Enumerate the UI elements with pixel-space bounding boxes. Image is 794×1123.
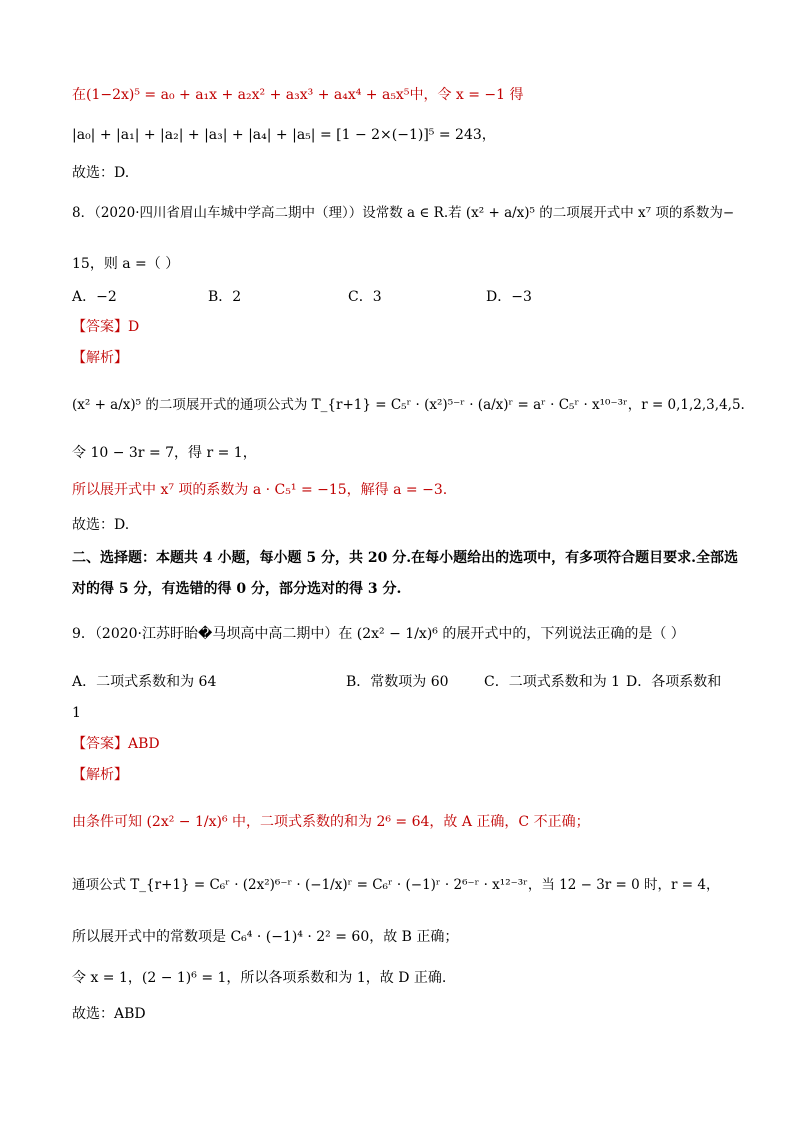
q9-option-d[interactable]: D．各项系数和 [626, 674, 722, 690]
q9-coefficient-sum: 令 x = 1，(2 − 1)⁶ = 1，所以各项系数和为 1，故 D 正确. [72, 970, 447, 986]
q8-option-b[interactable]: B．2 [208, 289, 242, 305]
answer-choice-q9: 故选：ABD [72, 1006, 146, 1022]
q8-solve-r: 令 10 − 3r = 7，得 r = 1， [72, 445, 257, 461]
q8-general-term: (x² + a/x)⁵ 的二项展开式的通项公式为 T_{r+1} = C₅ʳ · (x²)⁵⁻ʳ · (a/x)ʳ = aʳ · C₅ʳ · x¹⁰⁻³ʳ，r = 0,1,2,3,4,5. [72, 397, 745, 413]
q9-analysis-label: 【解析】 [72, 767, 128, 783]
question-8-stem-cont: 15，则 a =（ ） [72, 256, 180, 272]
q9-general-term: 通项公式 T_{r+1} = C₆ʳ · (2x²)⁶⁻ʳ · (−1/x)ʳ = C₆ʳ · (−1)ʳ · 2⁶⁻ʳ · x¹²⁻³ʳ，当 12 − 3r = 0 时，r = 4， [72, 877, 720, 893]
q9-answer-label: 【答案】ABD [72, 736, 160, 752]
solution-line-expansion: 在(1−2x)⁵ = a₀ + a₁x + a₂x² + a₃x³ + a₄x⁴ + a₅x⁵中，令 x = −1 得 [72, 87, 524, 103]
section-heading-line2: 对的得 5 分，有选错的得 0 分，部分选对的得 3 分. [72, 581, 402, 597]
q9-option-d-cont: 1 [72, 705, 81, 721]
solution-line-abs-sum: |a₀| + |a₁| + |a₂| + |a₃| + |a₄| + |a₅| = [1 − 2×(−1)]⁵ = 243， [72, 127, 496, 143]
question-8-stem: 8．（2020·四川省眉山车城中学高二期中（理））设常数 a ∈ R.若 (x² + a/x)⁵ 的二项展开式中 x⁷ 项的系数为− [72, 205, 735, 221]
q9-binomial-sum: 由条件可知 (2x² − 1/x)⁶ 中，二项式系数的和为 2⁶ = 64，故 A 正确，C 不正确； [72, 814, 590, 830]
q8-answer-label: 【答案】D [72, 319, 140, 335]
q9-option-c[interactable]: C．二项式系数和为 1 [484, 674, 621, 690]
answer-choice-q7: 故选：D. [72, 165, 130, 181]
q9-option-a[interactable]: A．二项式系数和为 64 [72, 674, 217, 690]
q8-coefficient: 所以展开式中 x⁷ 项的系数为 a · C₅¹ = −15，解得 a = −3. [72, 482, 448, 498]
q8-option-c[interactable]: C．3 [348, 289, 382, 305]
q8-option-d[interactable]: D．−3 [486, 289, 532, 305]
q8-analysis-label: 【解析】 [72, 350, 128, 366]
q9-option-b[interactable]: B．常数项为 60 [346, 674, 449, 690]
question-9-stem: 9．（2020·江苏盱眙�马坝高中高二期中）在 (2x² − 1/x)⁶ 的展开式中的，下列说法正确的是（ ） [72, 626, 685, 642]
answer-choice-q8: 故选：D. [72, 517, 130, 533]
q8-option-a[interactable]: A．−2 [72, 289, 117, 305]
section-heading-line1: 二、选择题：本题共 4 小题，每小题 5 分，共 20 分.在每小题给出的选项中，有多项符合题目要求.全部选 [72, 550, 738, 566]
q9-constant-term: 所以展开式中的常数项是 C₆⁴ · (−1)⁴ · 2² = 60，故 B 正确； [72, 929, 459, 945]
